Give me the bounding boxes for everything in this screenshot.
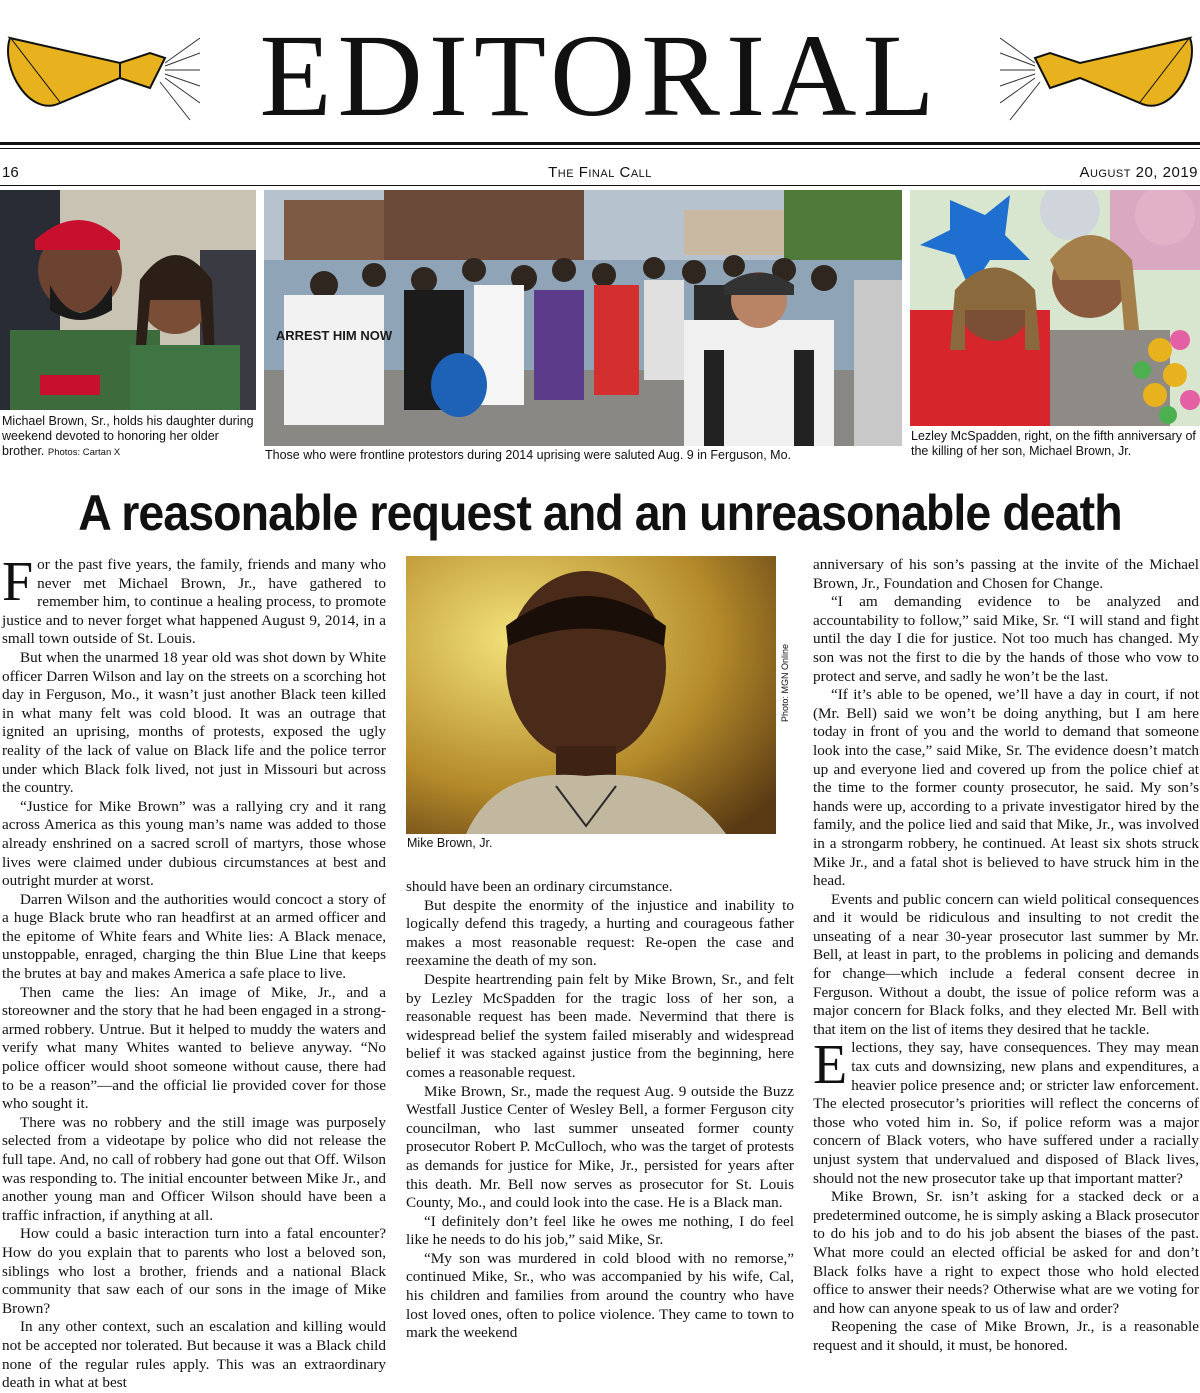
paragraph: Then came the lies: An image of Mike, Jr., and a storeowner and the story that he had been engaged in a strong-armed robbery. Untrue. But it helped to muddy the waters and verify what many Whites wanted to believe anyway. “No police officer would shoot someone without cause, there had to be a reason”—and the official lie provided cover for those who sought it.: [2, 983, 386, 1113]
paragraph: In any other context, such an escalation and killing would not be accepted nor tolerated. But because it was a Black child none of the regular rules apply. This was an extraordinary death in what at best: [2, 1318, 386, 1392]
paragraph: anniversary of his son’s passing at the invite of the Michael Brown, Jr., Foundation and Chosen for Change.: [813, 556, 1199, 592]
trumpet-right-icon: [1000, 8, 1200, 138]
paragraph: “If it’s able to be opened, we’ll have a day in court, if not (Mr. Bell) said we won’t be doing anything, but I am here today in front of you and the world to demand that someone look into the case,” said Mike, Sr. The evidence doesn’t match up and everyone lied and covered up from the police chief at the time to the former county prosecutor, he said. My son’s hands were up, according to a private investigator hired by the family, and the police lied and said that Mike, Jr., was involved in a strongarm robbery, he continued. At least six shots struck Mike Jr., and a fatal shot is believed to have struck him in the head.: [813, 686, 1199, 890]
masthead-rule: [0, 142, 1200, 145]
photo-protestors: [264, 190, 902, 446]
paragraph: Mike Brown, Sr. isn’t asking for a stacked deck or a predetermined outcome, he is simply asking a Black prosecutor to do his job and to do his job absent the biases of the past. What more could an elected official be asked for and don’t Black folks have a right to expect those who hold elected office to answer their needs? Otherwise what are we voting for and how can anyone speak to us of law and order?: [813, 1188, 1199, 1317]
paragraph: “I am demanding evidence to be analyzed and accountability to follow,” said Mike, Sr. “I will stand and fight until the day I die for justice. Not too much has changed. My son was not the first to die by the hands of those who vow to protect and serve, and sadly he won’t be the last.: [813, 593, 1199, 685]
paragraph: [2, 551, 386, 649]
caption-mike-brown-jr: Mike Brown, Jr.: [407, 836, 493, 850]
headline: A reasonable request and an unreasonable death: [78, 485, 1122, 541]
caption-left-text: Michael Brown, Sr., holds his daughter during weekend devoted to honoring her older brother.: [2, 414, 254, 458]
paragraph: should have been an ordinary circumstance.: [406, 878, 673, 895]
paper-name: The Final Call: [548, 164, 652, 181]
paragraph: Darren Wilson and the authorities would concoct a story of a huge Black brute who ran headfirst at an armed officer and the epitome of White fears and White lies: A Black menace, unstoppable, enraged, charging the thin Blue Line that keeps the brutes at bay and makes America a safe place to live.: [2, 890, 386, 983]
article-column-3: [813, 556, 1199, 1356]
paragraph: “I definitely don’t feel like he owes me nothing, I do feel like he needs to do his job,” said Mike, Sr.: [406, 1212, 794, 1249]
masthead: [0, 0, 1200, 150]
photo-mike-brown-jr: [406, 556, 776, 834]
protest-shirt-text: ARREST HIM NOW: [275, 328, 393, 343]
folio-line: [0, 162, 1200, 184]
caption-right-photo: Lezley McSpadden, right, on the fifth anniversary of the killing of her son, Michael Brown, Jr.: [911, 429, 1196, 458]
drop-cap: F: [2, 551, 34, 613]
paragraph: “Justice for Mike Brown” was a rallying cry and it rang across America as this young man’s name was added to those already enshrined on a sacred scroll of martyrs, those whose lives were claimed under dubious circumstances at best and outright murder at worst.: [2, 797, 386, 890]
issue-date: August 20, 2019: [1079, 164, 1198, 181]
paragraph: Despite heartrending pain felt by Mike Brown, Sr., and felt by Lezley McSpadden for the tragic loss of her son, a reasonable request has been made. Nevermind that there is widespread belief the system failed miserably and widespread belief it was stacked against justice from the beginning, here comes a reasonable request.: [406, 970, 794, 1081]
caption-left-photo: [2, 414, 254, 460]
photo-father-daughter: [0, 190, 256, 410]
paragraph-text: or the past five years, the family, friends and many who never met Michael Brown, Jr., have gathered to remember him, to continue a healing process, to promote justice and to never forget what happened August 9, 2014, in a small town outside of St. Louis.: [2, 556, 386, 648]
masthead-title: EDITORIAL: [259, 10, 941, 141]
page-number: 16: [2, 164, 19, 181]
paragraph: Events and public concern can wield political consequences and it would be ridiculous and insulting to not credit the unseating of a near 30-year prosecutor last summer by Mr. Bell, at least in part, to the problems in policing and demands for change—which include a federal consent decree in Ferguson. Without a doubt, the issue of police reform was a major concern for Black folks, and they elected Mr. Bell with that item on the list of items they desired that he tackle.: [813, 890, 1199, 1038]
paragraph: [813, 1034, 1199, 1188]
paragraph-text: lections, they say, have consequences. They may mean tax cuts and downsizing, new plans and expenditures, a heavier police presence and; or stricter law enforcement. The elected prosecutor’s priorities will reflect the concerns of those who voted him in. So, if police reform was a major concern of Black voters, who have suffered under a racially unjust system that undervalued and disposed of Black lives, should not the new prosecutor take up that important matter?: [813, 1039, 1199, 1187]
photo-mcspadden: [910, 190, 1200, 426]
folio-rule: [0, 185, 1200, 186]
masthead-rule-thin: [0, 148, 1200, 149]
paragraph: There was no robbery and the still image was purposely selected from a videotape by police who did not release the full tape. And, no call of robbery had gone out that Off. Wilson was responding to. The initial encounter between Mike Jr., and another young man and Officer Wilson should have been a traffic infraction, if anything at all.: [2, 1113, 386, 1224]
paragraph: “My son was murdered in cold blood with no remorse,” continued Mike, Sr., who was accompanied by his wife, Cal, his children and families from around the country who have lost loved ones, often to police violence. They came to town to mark the weekend: [406, 1249, 794, 1342]
drop-cap: E: [813, 1034, 848, 1097]
article-column-2: [406, 878, 794, 1343]
paragraph: Reopening the case of Mike Brown, Jr., is a reasonable request and it should, it must, be honored.: [813, 1318, 1199, 1354]
caption-center-photo: Those who were frontline protestors during 2014 uprising were saluted Aug. 9 in Ferguson, Mo.: [265, 448, 791, 462]
photo-credit-center: Photo: MGN Online: [780, 643, 790, 722]
paragraph: Mike Brown, Sr., made the request Aug. 9 outside the Buzz Westfall Justice Center of Wesley Bell, a former Ferguson city councilman, who last summer unseated former county prosecutor Robert P. McCulloch, who was the target of protests as demands for justice for Mike, Jr., persisted for years after this death. Mr. Bell now serves as prosecutor for St. Louis County, Mo., and could look into the case. He is a Black man.: [406, 1082, 794, 1212]
paragraph: But when the unarmed 18 year old was shot down by White officer Darren Wilson and lay on the streets on a scorching hot day in Ferguson, Mo., it wasn’t just another Black teen killed in what many felt was cold blood. It was an outrage that ignited an uprising, months of protests, exposed the ugly reality of the lack of value on Black life and the police terror under which Black folk lived, not just in Missouri but across the country.: [2, 648, 386, 797]
article-column-1: [2, 551, 386, 1393]
paragraph: How could a basic interaction turn into a fatal encounter? How do you explain that to parents who lost a beloved son, siblings who lost a brother, friends and a national Black community that saw each of our sons in the image of Mike Brown?: [2, 1225, 386, 1317]
photo-credit-left: Photos: Cartan X: [47, 447, 121, 458]
trumpet-left-icon: [0, 8, 200, 138]
paragraph: But despite the enormity of the injustice and inability to logically defend this tragedy, a hurting and courageous father makes a most reasonable request: Re-open the case and reexamine the death of my son.: [406, 896, 794, 970]
